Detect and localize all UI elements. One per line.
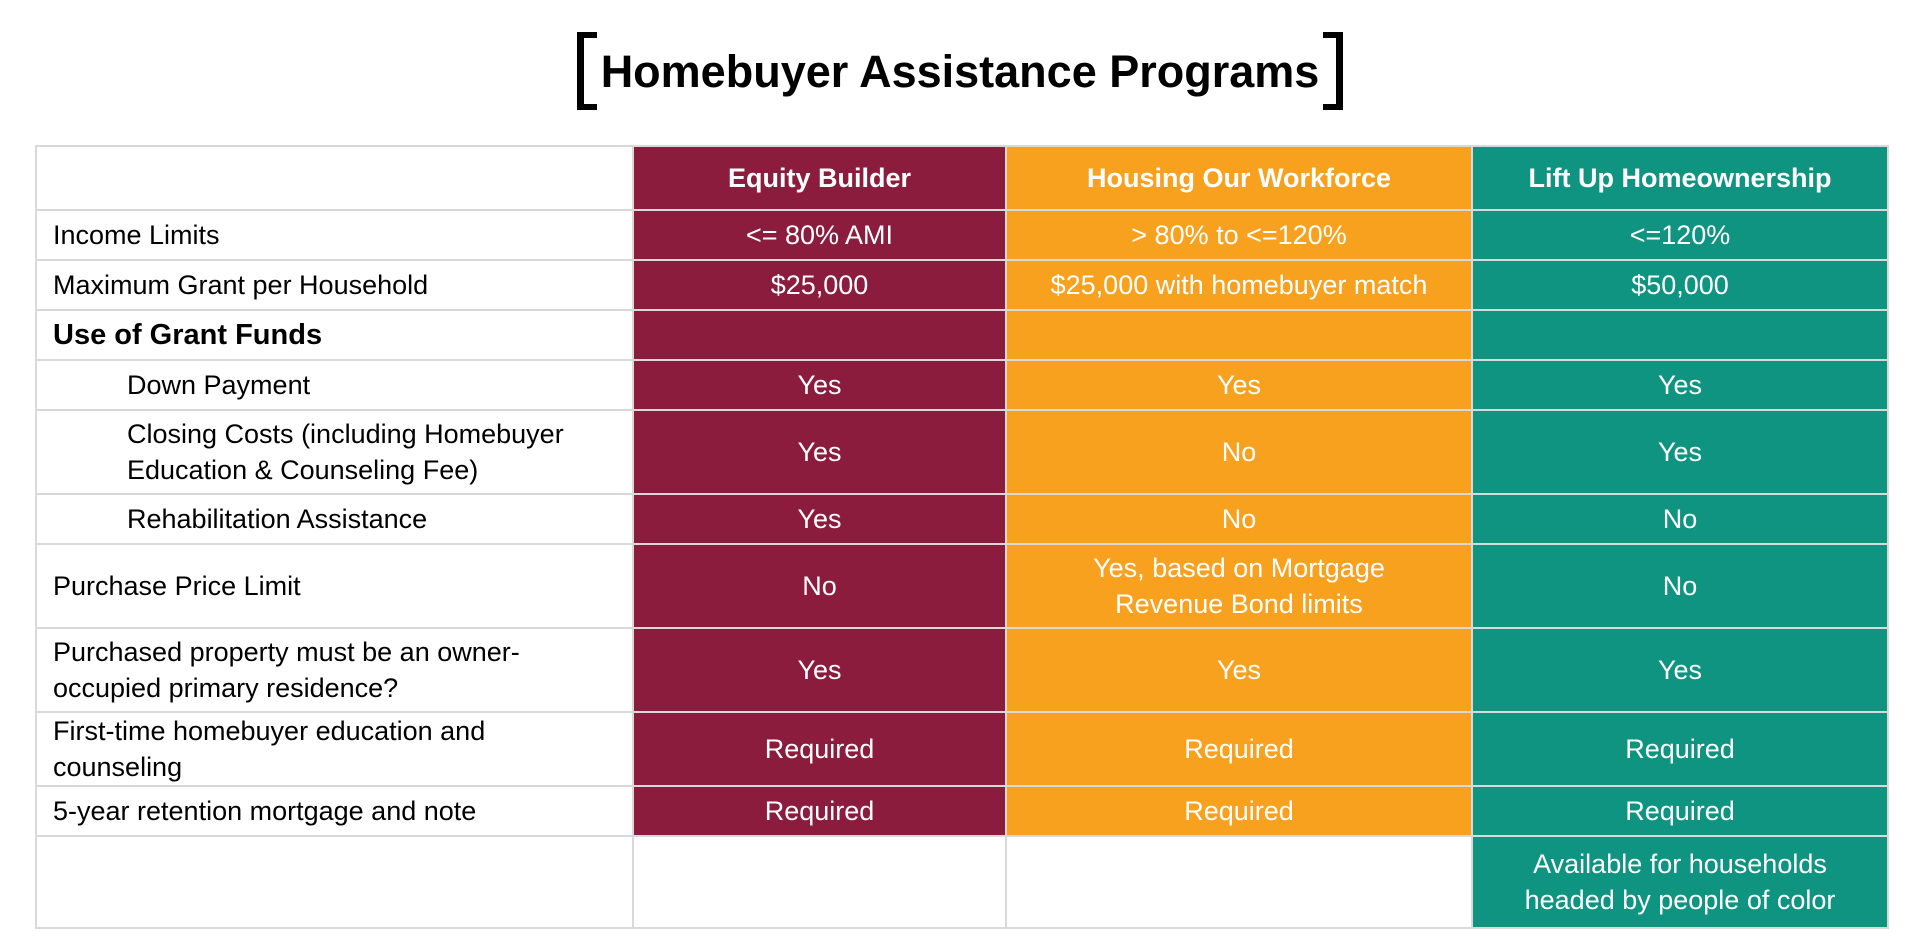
cell-value: Required: [633, 712, 1006, 786]
cell-value: Yes: [633, 360, 1006, 410]
table-row: [36, 210, 1888, 260]
cell-value: Yes: [1006, 628, 1472, 712]
table-row: [36, 494, 1888, 544]
cell-value: [1006, 310, 1472, 360]
footnote-row: [36, 836, 1888, 928]
cell-value: No: [1006, 410, 1472, 494]
header-row: [36, 146, 1888, 210]
table-row: [36, 544, 1888, 628]
row-label: Down Payment: [36, 360, 633, 410]
row-label: Purchase Price Limit: [36, 544, 633, 628]
title-frame: [577, 30, 1344, 110]
left-bracket-icon: [577, 32, 597, 110]
header-blank-cell: [36, 146, 633, 210]
section-heading: Use of Grant Funds: [36, 310, 633, 360]
cell-value: Yes, based on Mortgage Revenue Bond limits: [1006, 544, 1472, 628]
cell-value: [633, 310, 1006, 360]
program-comparison-table: [35, 145, 1889, 929]
cell-value: $25,000 with homebuyer match: [1006, 260, 1472, 310]
column-header-housing-our-workforce: Housing Our Workforce: [1006, 146, 1472, 210]
cell-value: No: [633, 544, 1006, 628]
cell-value: No: [1472, 544, 1888, 628]
empty-cell: [633, 836, 1006, 928]
row-label: Closing Costs (including Homebuyer Education & Counseling Fee): [36, 410, 633, 494]
footnote-cell: Available for households headed by people of color: [1472, 836, 1888, 928]
cell-value: Yes: [1472, 410, 1888, 494]
right-bracket-icon: [1323, 32, 1343, 110]
cell-value: Yes: [633, 494, 1006, 544]
title-area: [0, 30, 1920, 110]
cell-value: Yes: [1472, 628, 1888, 712]
table-row: [36, 628, 1888, 712]
cell-value: <= 80% AMI: [633, 210, 1006, 260]
table-row: [36, 310, 1888, 360]
table-row: [36, 786, 1888, 836]
cell-value: > 80% to <=120%: [1006, 210, 1472, 260]
cell-value: <=120%: [1472, 210, 1888, 260]
row-label: 5-year retention mortgage and note: [36, 786, 633, 836]
column-header-lift-up-homeownership: Lift Up Homeownership: [1472, 146, 1888, 210]
cell-value: No: [1006, 494, 1472, 544]
cell-value: Required: [1006, 786, 1472, 836]
empty-cell: [36, 836, 633, 928]
cell-value: Yes: [1472, 360, 1888, 410]
row-label: Rehabilitation Assistance: [36, 494, 633, 544]
cell-value: Required: [1472, 786, 1888, 836]
cell-value: Yes: [633, 628, 1006, 712]
column-header-equity-builder: Equity Builder: [633, 146, 1006, 210]
row-label: Purchased property must be an owner-occupied primary residence?: [36, 628, 633, 712]
table-row: [36, 410, 1888, 494]
row-label: Income Limits: [36, 210, 633, 260]
cell-value: $25,000: [633, 260, 1006, 310]
cell-value: Yes: [1006, 360, 1472, 410]
table-row: [36, 360, 1888, 410]
cell-value: No: [1472, 494, 1888, 544]
empty-cell: [1006, 836, 1472, 928]
cell-value: Required: [1472, 712, 1888, 786]
row-label: First-time homebuyer education and counseling: [36, 712, 633, 786]
cell-value: Required: [633, 786, 1006, 836]
table-row: [36, 712, 1888, 786]
page-title: Homebuyer Assistance Programs: [600, 46, 1320, 97]
cell-value: $50,000: [1472, 260, 1888, 310]
cell-value: Required: [1006, 712, 1472, 786]
table-row: [36, 260, 1888, 310]
row-label: Maximum Grant per Household: [36, 260, 633, 310]
cell-value: Yes: [633, 410, 1006, 494]
cell-value: [1472, 310, 1888, 360]
